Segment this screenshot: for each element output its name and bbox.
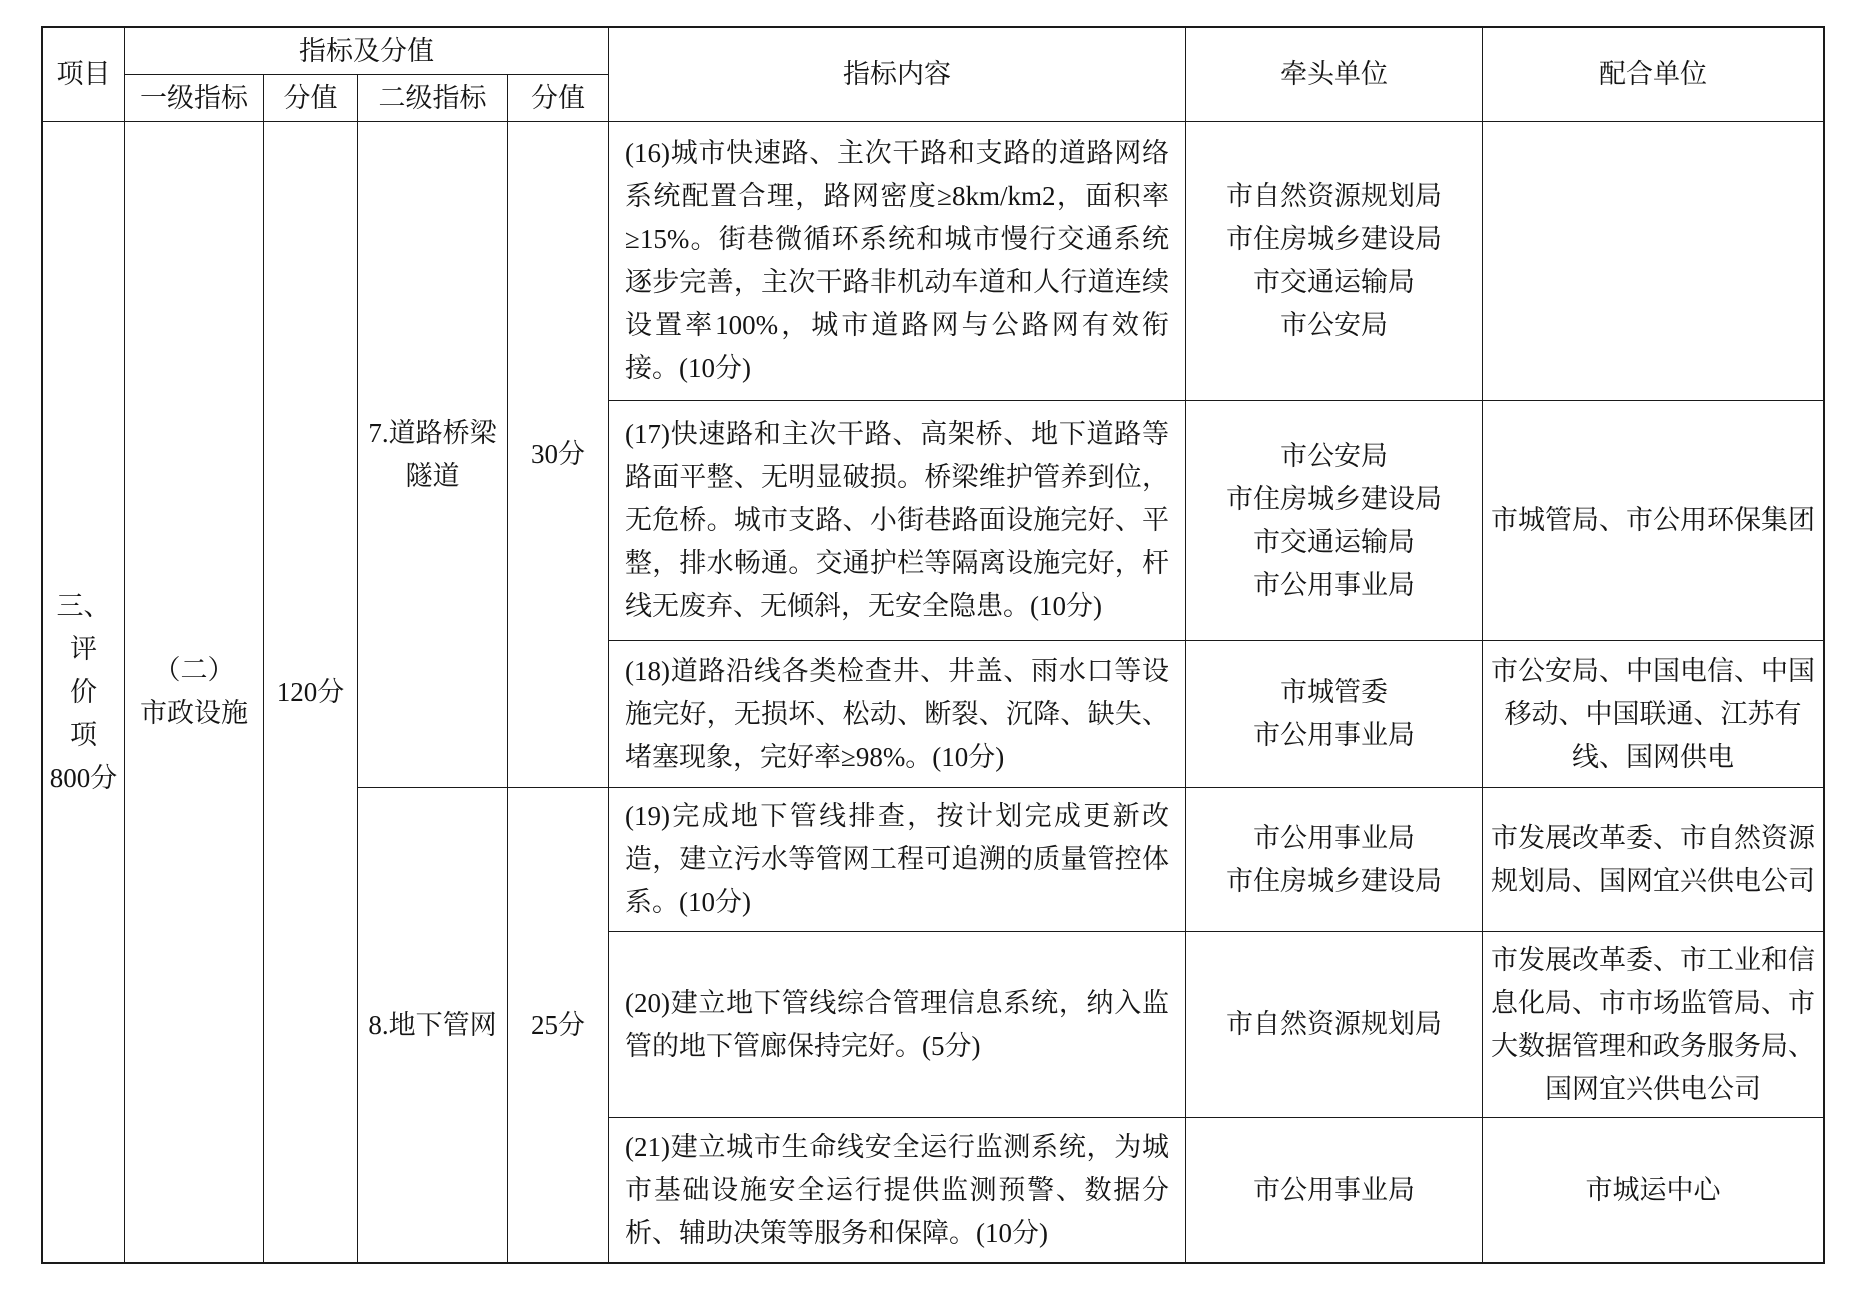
lead-unit: 市自然资源规划局 [1226,1009,1442,1039]
indicator-content-text: (19)完成地下管线排查，按计划完成更新改造，建立污水等管网工程可追溯的质量管控体系。(10分) [625,801,1169,917]
header-project: 项目 [56,59,111,89]
lead-unit: 市交通运输局 [1253,526,1415,557]
lead-unit: 市城管委 [1280,677,1388,707]
indicator-content-cell [609,401,1186,641]
level2-score: 25分 [531,1009,585,1040]
level1-indicator-line: 市政设施 [140,698,248,728]
level1-indicator-cell [125,122,264,1264]
level1-score: 120分 [276,676,345,707]
coop-unit-cell [1483,1118,1825,1264]
project-category-line: 评 [70,633,97,664]
header-project-cell [43,28,125,122]
header-level1-indicator: 一级指标 [140,82,248,113]
lead-unit: 市公安局 [1280,310,1388,340]
level1-indicator [125,649,263,735]
indicator-content-text: (16)城市快速路、主次干路和支路的道路网络系统配置合理，路网密度≥8km/km2，面积率≥15%。街巷微循环系统和城市慢行交通系统逐步完善，主次干路非机动车道和人行道连续设置率100%，城市道路网与公路网有效衔接。(10分) [625,138,1169,383]
level2-score-cell [508,788,609,1264]
project-category-cell [43,122,125,1264]
coop-unit-cell [1483,788,1825,932]
header-level2-indicator: 二级指标 [378,82,487,113]
level2-indicator-name: 8.地下管网 [368,1009,497,1040]
indicator-content-cell [609,1118,1186,1264]
coop-unit-text: 市公安局、中国电信、中国移动、中国联通、江苏有线、国网供电 [1491,655,1815,772]
lead-unit: 市住房城乡建设局 [1226,224,1442,254]
evaluation-table [41,26,1825,1264]
level1-score-cell [264,122,358,1264]
project-category [43,585,124,800]
lead-unit-list [1186,175,1482,347]
header-indicator-score-cell [125,28,609,75]
project-category-line: 项 [70,719,97,750]
project-category-line: 价 [70,676,97,707]
header-level2-score: 分值 [531,82,585,113]
indicator-content-cell [609,788,1186,932]
coop-unit-cell [1483,401,1825,641]
indicator-content-text: (17)快速路和主次干路、高架桥、地下道路等路面平整、无明显破损。桥梁维护管养到位，无危桥。城市支路、小街巷路面设施完好、平整，排水畅通。交通护栏等隔离设施完好，杆线无废弃、无倾斜，无安全隐患。(10分) [625,419,1169,621]
level1-indicator-line: （二） [153,655,235,685]
header-coop-unit: 配合单位 [1599,59,1707,89]
lead-unit-list [1186,1003,1482,1046]
lead-unit-list [1186,435,1482,607]
project-category-line: 三、 [56,590,111,621]
coop-unit-text: 市发展改革委、市自然资源规划局、国网宜兴供电公司 [1491,822,1815,896]
indicator-content-cell [609,932,1186,1118]
indicator-content-text: (21)建立城市生命线安全运行监测系统，为城市基础设施安全运行提供监测预警、数据分析、辅助决策等服务和保障。(10分) [625,1131,1169,1248]
header-content-cell [609,28,1186,122]
indicator-content-text: (18)道路沿线各类检查井、井盖、雨水口等设施完好，无损坏、松动、断裂、沉降、缺失、堵塞现象，完好率≥98%。(10分) [625,655,1169,772]
coop-unit-cell [1483,641,1825,788]
indicator-content-text: (20)建立地下管线综合管理信息系统，纳入监管的地下管廊保持完好。(5分) [625,987,1169,1061]
indicator-content-cell [609,122,1186,401]
coop-unit-cell [1483,932,1825,1118]
coop-unit-text: 市发展改革委、市工业和信息化局、市市场监管局、市大数据管理和政务服务局、国网宜兴供电公司 [1491,944,1815,1104]
header-coop-unit-cell [1483,28,1825,122]
lead-unit: 市公用事业局 [1253,822,1415,853]
lead-unit-cell [1186,1118,1483,1264]
lead-unit-cell [1186,788,1483,932]
lead-unit-list [1186,1169,1482,1212]
lead-unit: 市公用事业局 [1253,1174,1415,1205]
indicator-content-cell [609,641,1186,788]
coop-unit-text: 市城管局、市公用环保集团 [1491,505,1815,535]
level2-score-cell [508,122,609,788]
coop-unit-text: 市城运中心 [1585,1174,1721,1205]
lead-unit-cell [1186,641,1483,788]
level2-score: 30分 [531,439,585,469]
lead-unit: 市公用事业局 [1253,569,1415,600]
lead-unit: 市自然资源规划局 [1226,181,1442,211]
lead-unit-list [1186,671,1482,757]
level2-indicator-name: 7.道路桥梁隧道 [368,417,497,491]
header-level2-score-cell [508,75,609,122]
lead-unit-list [1186,817,1482,903]
header-level1-score-cell [264,75,358,122]
coop-unit-cell [1483,122,1825,401]
header-level1-indicator-cell [125,75,264,122]
project-category-line: 800分 [49,762,118,793]
lead-unit-cell [1186,401,1483,641]
lead-unit: 市住房城乡建设局 [1226,865,1442,896]
lead-unit-cell [1186,122,1483,401]
header-content: 指标内容 [843,59,951,89]
header-level1-score: 分值 [283,82,338,113]
header-lead-unit-cell [1186,28,1483,122]
header-level2-indicator-cell [358,75,508,122]
lead-unit: 市公安局 [1280,440,1388,471]
header-lead-unit: 牵头单位 [1280,59,1388,89]
level2-indicator-cell [358,122,508,788]
lead-unit: 市住房城乡建设局 [1226,483,1442,514]
header-indicator-score: 指标及分值 [299,35,434,66]
lead-unit: 市交通运输局 [1253,267,1415,297]
lead-unit: 市公用事业局 [1253,720,1415,750]
level2-indicator-cell [358,788,508,1264]
lead-unit-cell [1186,932,1483,1118]
